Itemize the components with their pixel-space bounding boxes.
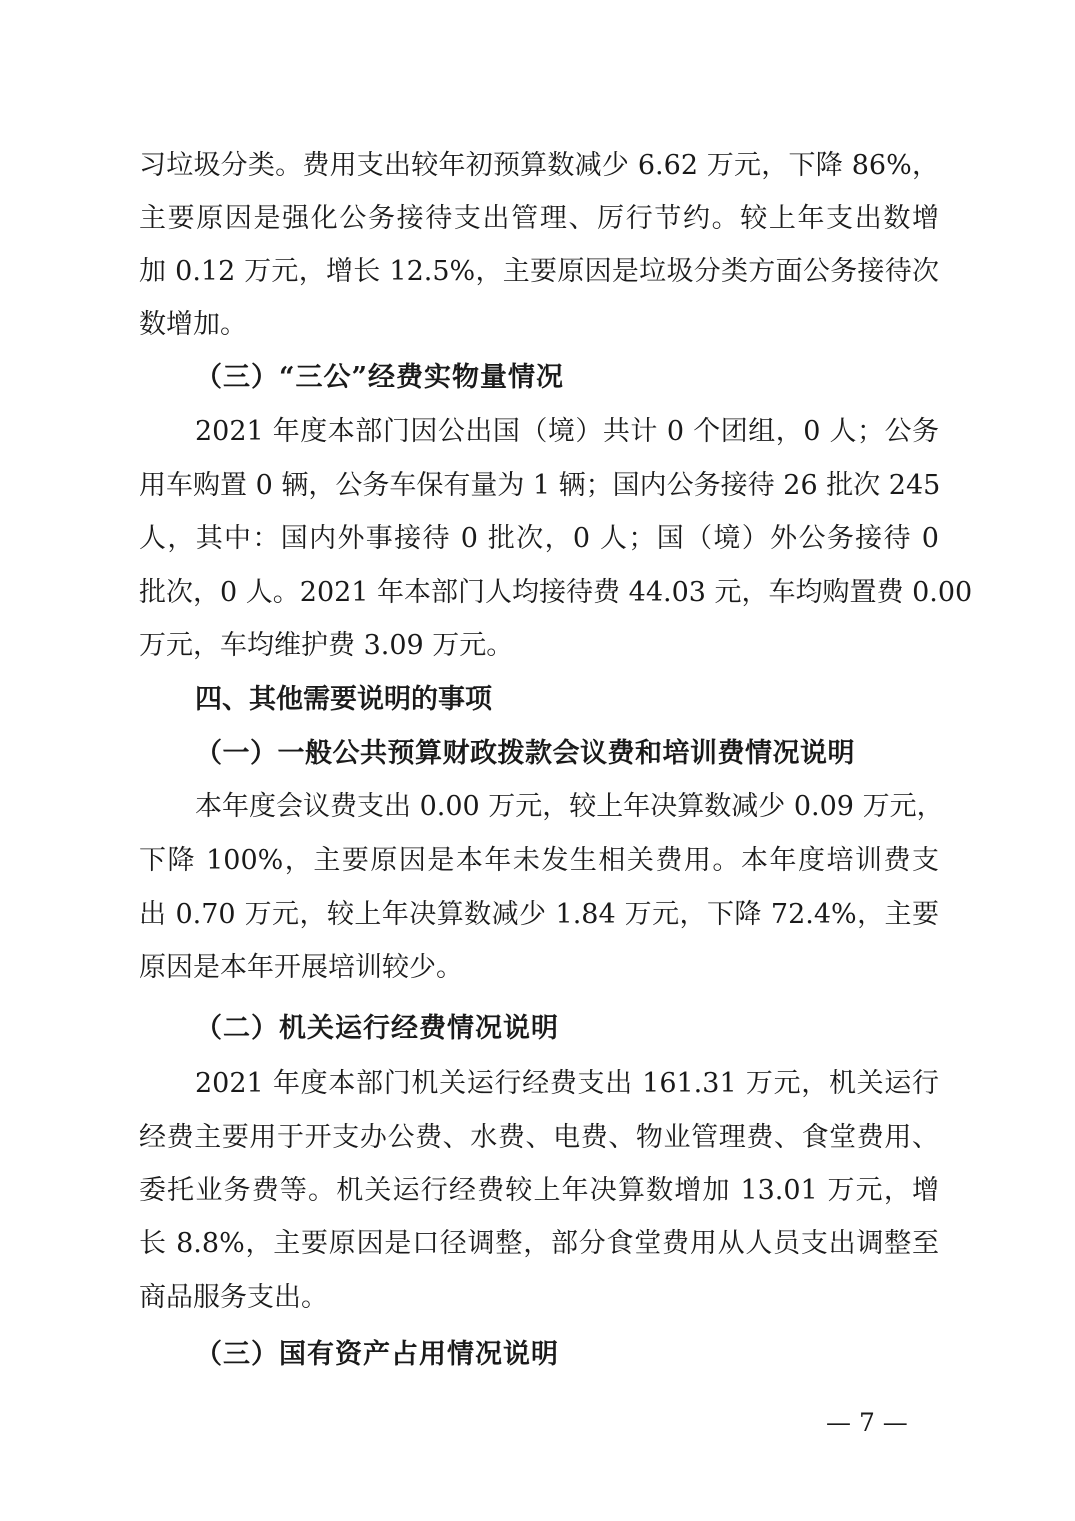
subsection-heading-operation-funds: （二）机关运行经费情况说明 xyxy=(195,1013,559,1044)
paragraph-line: 长 8.8%，主要原因是口径调整，部分食堂费用从人员支出调整至 xyxy=(139,1228,939,1259)
paragraph-line: 委托业务费等。机关运行经费较上年决算数增加 13.01 万元，增 xyxy=(139,1175,939,1206)
paragraph-line: 出 0.70 万元，较上年决算数减少 1.84 万元，下降 72.4%，主要 xyxy=(139,899,939,930)
paragraph-line: 商品服务支出。 xyxy=(139,1282,328,1313)
paragraph-line: 主要原因是强化公务接待支出管理、厉行节约。较上年支出数增 xyxy=(139,203,939,234)
section-heading-other-matters: 四、其他需要说明的事项 xyxy=(195,684,492,715)
paragraph-line: 用车购置 0 辆，公务车保有量为 1 辆；国内公务接待 26 批次 245 xyxy=(139,470,941,501)
paragraph-line: 2021 年度本部门因公出国（境）共计 0 个团组，0 人；公务 xyxy=(195,416,939,447)
paragraph-line: 万元，车均维护费 3.09 万元。 xyxy=(139,630,514,661)
paragraph-line: 经费主要用于开支办公费、水费、电费、物业管理费、食堂费用、 xyxy=(139,1122,939,1153)
page-number: — 7 — xyxy=(826,1408,908,1437)
subsection-heading-sangong: （三）“三公”经费实物量情况 xyxy=(195,362,565,393)
paragraph-line: 本年度会议费支出 0.00 万元，较上年决算数减少 0.09 万元， xyxy=(195,791,944,822)
subsection-heading-meeting-training: （一）一般公共预算财政拨款会议费和培训费情况说明 xyxy=(195,738,855,769)
paragraph-line: 习垃圾分类。费用支出较年初预算数减少 6.62 万元，下降 86%， xyxy=(139,150,939,181)
paragraph-line: 批次，0 人。2021 年本部门人均接待费 44.03 元，车均购置费 0.00 xyxy=(139,577,973,608)
paragraph-line: 人，其中：国内外事接待 0 批次，0 人；国（境）外公务接待 0 xyxy=(139,523,939,554)
paragraph-line: 加 0.12 万元，增长 12.5%，主要原因是垃圾分类方面公务接待次 xyxy=(139,256,939,287)
paragraph-line: 原因是本年开展培训较少。 xyxy=(139,952,463,983)
paragraph-line: 2021 年度本部门机关运行经费支出 161.31 万元，机关运行 xyxy=(195,1068,939,1099)
paragraph-line: 数增加。 xyxy=(139,309,247,340)
paragraph-line: 下降 100%，主要原因是本年未发生相关费用。本年度培训费支 xyxy=(139,845,939,876)
subsection-heading-state-assets: （三）国有资产占用情况说明 xyxy=(195,1339,559,1370)
